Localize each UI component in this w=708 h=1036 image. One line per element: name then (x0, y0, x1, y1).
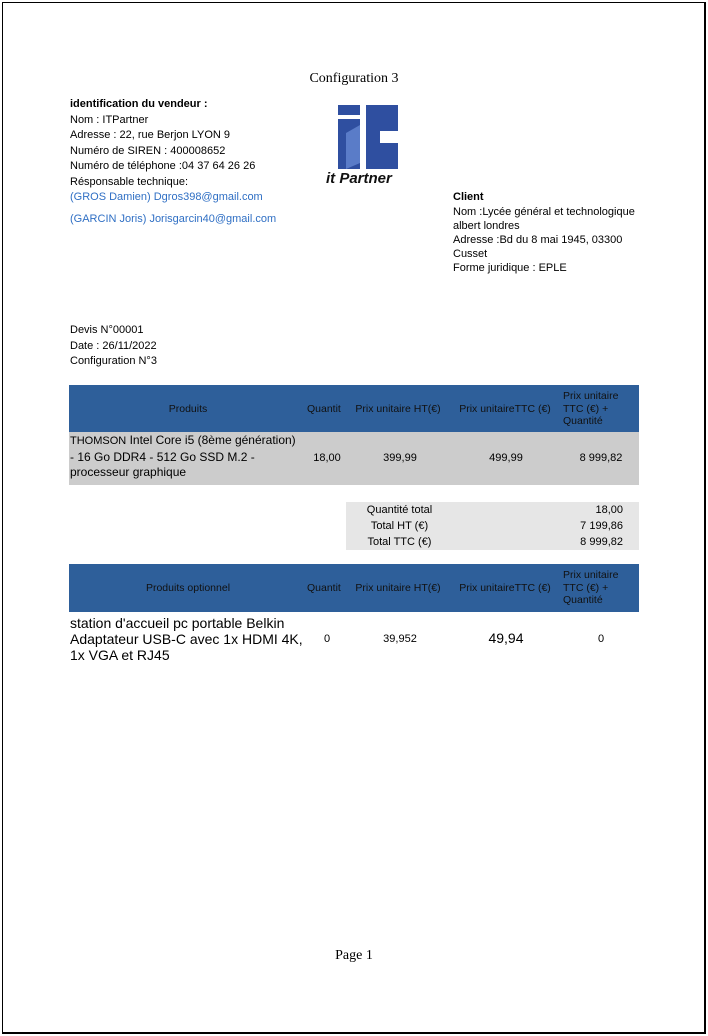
product-pu-ht: 399,99 (383, 452, 417, 464)
header-product: Produits (168, 403, 208, 415)
header-pu-ttc: Prix unitaireTTC (€) (459, 403, 551, 415)
total-ht-label: Total HT (€) (370, 520, 429, 532)
product-pu-ttc: 499,99 (489, 452, 523, 464)
product-brand: THOMSON (70, 435, 127, 447)
itpartner-logo-graphic (326, 103, 412, 185)
vendor-phone: Numéro de téléphone :04 37 64 26 26 (70, 160, 256, 172)
devis-block (70, 323, 157, 370)
vendor-contact-gros[interactable]: (GROS Damien) Dgros398@gmail.com (70, 191, 263, 203)
vendor-block (70, 97, 276, 227)
opt-header-pu-ttc: Prix unitaireTTC (€) (459, 582, 551, 594)
logo-t-stem (366, 105, 380, 169)
client-heading: Client (453, 191, 484, 203)
vendor-heading: identification du vendeur : (70, 98, 208, 110)
optional-qty: 0 (323, 633, 331, 645)
total-qty-value: 18,00 (595, 504, 623, 516)
client-address: Adresse :Bd du 8 mai 1945, 03300 Cusset (453, 234, 623, 260)
page-number: Page 1 (335, 948, 373, 963)
logo-dot (338, 105, 360, 115)
opt-header-product: Produits optionnel (145, 582, 231, 594)
optional-pu-ttc: 49,94 (488, 630, 524, 646)
total-ttc-label: Total TTC (€) (367, 536, 432, 548)
vendor-address: Adresse : 22, rue Berjon LYON 9 (70, 129, 230, 141)
header-pu-ht: Prix unitaire HT(€) (355, 403, 441, 415)
product-desc: Intel Core i5 (8ème génération) - 16 Go DDR4 - 512 Go SSD M.2 - processeur graphique (70, 433, 296, 479)
logo-t-foot (380, 143, 398, 169)
vendor-name: Nom : ITPartner (70, 113, 149, 126)
opt-header-pu-ht: Prix unitaire HT(€) (355, 582, 441, 594)
itpartner-logo (326, 103, 412, 185)
logo-wordmark: it Partner (326, 170, 392, 185)
client-block (453, 190, 643, 275)
table-row (69, 432, 639, 485)
vendor-siren: Numéro de SIREN : 400008652 (70, 144, 226, 157)
devis-date: Date : 26/11/2022 (70, 339, 157, 352)
document-title: Configuration 3 (309, 71, 399, 86)
product-total: 8 999,82 (579, 452, 623, 464)
product-qty: 18,00 (313, 452, 341, 464)
devis-config: Configuration N°3 (70, 355, 157, 367)
devis-number: Devis N°00001 (70, 324, 144, 336)
optional-product-description: station d'accueil pc portable Belkin Adaptateur USB-C avec 1x HDMI 4K, 1x VGA et RJ45 (70, 615, 303, 663)
vendor-contact-garcin[interactable]: (GARCIN Joris) Jorisgarcin40@gmail.com (70, 212, 277, 225)
optional-total: 0 (597, 633, 605, 645)
total-qty-label: Quantité total (366, 504, 433, 516)
header-qty: Quantit (307, 403, 341, 415)
total-ttc-value: 8 999,82 (580, 536, 623, 548)
client-legal: Forme juridique : EPLE (453, 262, 567, 274)
vendor-tech-label: Résponsable technique: (70, 175, 189, 188)
opt-header-qty: Quantit (307, 582, 341, 594)
product-description (70, 433, 302, 481)
opt-header-pu-ttc-qty: Prix unitaire TTC (€) + Quantité (563, 569, 619, 606)
total-ht-value: 7 199,86 (580, 520, 623, 532)
optional-table-header (69, 564, 639, 612)
client-name: Nom :Lycée général et technologique albert londres (453, 206, 635, 232)
totals-block (346, 502, 639, 550)
products-table-header (69, 385, 639, 433)
header-pu-ttc-qty: Prix unitaire TTC (€) + Quantité (563, 390, 619, 427)
optional-pu-ht: 39,952 (383, 633, 417, 645)
logo-t-top (380, 105, 398, 131)
